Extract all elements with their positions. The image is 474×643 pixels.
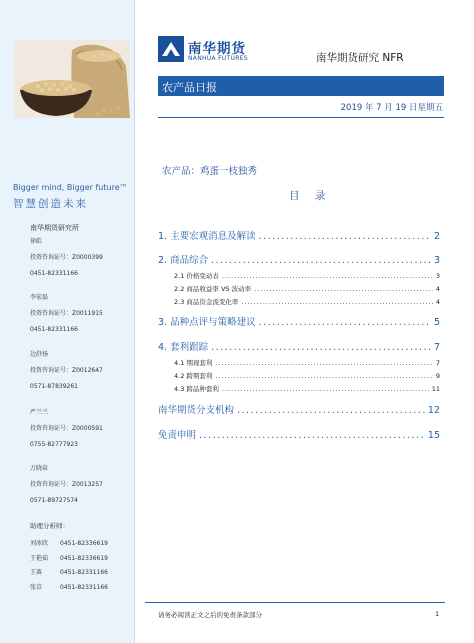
analyst-card (30, 351, 130, 391)
analyst-card (30, 238, 130, 278)
toc-subentry[interactable] (174, 358, 440, 367)
toc-subentry[interactable] (174, 284, 440, 293)
analyst-phone: 0755-82777923 (30, 441, 78, 448)
analyst-license: 投资咨询证号：Z0012647 (30, 367, 103, 374)
toc-subentry[interactable] (174, 371, 440, 380)
toc-leader (259, 231, 431, 242)
institute-name: 南华期货研究所 (30, 224, 79, 232)
toc-leader (222, 385, 429, 393)
toc-leader (237, 405, 425, 416)
toc-entry-page: 7 (435, 359, 440, 367)
footer-disclaimer: 请务必阅读正文之后的免责条款部分 (158, 611, 262, 619)
analyst-name: 李宏磊 (30, 294, 49, 301)
analyst-phone: 0451-82331166 (30, 326, 78, 333)
analyst-name: 徐皓 (30, 238, 43, 245)
toc-leader (259, 317, 431, 328)
toc-entry[interactable] (158, 427, 440, 441)
toc-entry-page: 12 (427, 405, 440, 416)
toc-entry-label: 南华期货分支机构 (158, 405, 235, 416)
toc-title: 目 录 (289, 190, 332, 202)
assistant-phone: 0451-82336619 (60, 555, 108, 562)
toc-entry[interactable] (158, 252, 440, 266)
toc-entry-label: 3. 品种点评与策略建议 (158, 317, 256, 328)
logo-english-name: NANHUA FUTURES (188, 55, 248, 62)
report-title-bar (158, 76, 444, 96)
slogan-english: Bigger mind, Bigger future™ (13, 183, 128, 192)
assistants-title: 助理分析师： (30, 522, 69, 530)
toc-entry-page: 3 (435, 272, 440, 280)
toc-subentry[interactable] (174, 297, 440, 306)
assistant-row (30, 567, 108, 576)
soybeans-cover-image (14, 40, 130, 118)
toc-entry-label: 4.3 跨品种套利 (174, 385, 219, 393)
toc-leader (254, 285, 433, 293)
toc-leader (211, 255, 431, 266)
toc-entry-page: 15 (427, 430, 440, 441)
analyst-license: 投资咨询证号：Z0011915 (30, 310, 103, 317)
analyst-card (30, 409, 130, 449)
assistant-phone: 0451-82331166 (60, 569, 108, 576)
toc-leader (199, 430, 425, 441)
assistant-phone: 0451-82336619 (60, 540, 108, 547)
assistant-name: 张京 (30, 584, 43, 591)
report-date: 2019 年 7 月 19 日星期五 (340, 103, 443, 113)
sidebar (0, 0, 135, 643)
assistant-phone: 0451-82331166 (60, 584, 108, 591)
toc-leader (215, 372, 432, 380)
toc-entry-label: 4.2 跨期套利 (174, 372, 213, 380)
nanhua-logo-icon (158, 36, 184, 62)
toc-entry[interactable] (158, 228, 440, 242)
toc-entry-label: 4. 套利跟踪 (158, 342, 209, 353)
toc-entry-label: 2.2 商品收益率 VS 波动率 (174, 285, 252, 293)
toc-entry[interactable] (158, 339, 440, 353)
analyst-name: 严兰兰 (30, 409, 49, 416)
analyst-phone: 0571-87839261 (30, 383, 78, 390)
slogan-chinese: 智慧创造未来 (13, 198, 88, 210)
divider (158, 117, 444, 118)
toc-leader (215, 359, 432, 367)
toc-entry-label: 2.1 价格变动表 (174, 272, 219, 280)
assistant-row (30, 553, 108, 562)
toc-entry-label: 2.3 商品资金流变化率 (174, 298, 239, 306)
toc-entry-page: 2 (433, 231, 440, 242)
research-label: 南华期货研究 NFR (316, 52, 404, 64)
toc-entry-page: 9 (435, 372, 440, 380)
toc-entry[interactable] (158, 402, 440, 416)
toc-entry-page: 4 (435, 285, 440, 293)
toc-entry-page: 7 (433, 342, 440, 353)
report-subtitle: 农产品：鸡蛋一枝独秀 (162, 166, 258, 177)
toc-leader (211, 342, 431, 353)
analyst-name: 边舒扬 (30, 351, 49, 358)
assistant-name: 刘冰欣 (30, 540, 49, 547)
analyst-license: 投资咨询证号：Z0000591 (30, 425, 103, 432)
toc-entry-label: 免责申明 (158, 430, 197, 441)
footer-divider (145, 602, 445, 603)
assistant-name: 王赛 (30, 569, 43, 576)
toc-subentry[interactable] (174, 271, 440, 280)
toc-entry-page: 11 (431, 385, 440, 393)
toc-entry-label: 1. 主要宏观消息及解读 (158, 231, 256, 242)
toc-entry-label: 2. 商品综合 (158, 255, 209, 266)
toc-entry-page: 5 (433, 317, 440, 328)
assistant-row (30, 582, 108, 591)
analyst-license: 投资咨询证号：Z0013257 (30, 481, 103, 488)
analyst-phone: 0571-89727574 (30, 497, 78, 504)
toc-leader (241, 298, 432, 306)
logo-chinese-name: 南华期货 (188, 41, 246, 57)
analyst-name: 万晓泉 (30, 465, 49, 472)
analyst-phone: 0451-82331166 (30, 270, 78, 277)
toc-entry[interactable] (158, 314, 440, 328)
analyst-card (30, 294, 130, 334)
assistant-row (30, 538, 108, 547)
toc-entry-page: 3 (433, 255, 440, 266)
toc-subentry[interactable] (174, 384, 440, 393)
assistant-name: 王艳茹 (30, 555, 49, 562)
report-type: 农产品日报 (162, 81, 217, 94)
analyst-card (30, 465, 130, 505)
toc-leader (222, 272, 433, 280)
analyst-license: 投资咨询证号：Z0000399 (30, 254, 103, 261)
toc-entry-label: 4.1 期现套利 (174, 359, 213, 367)
page-number: 1 (435, 610, 440, 618)
toc-entry-page: 4 (435, 298, 440, 306)
